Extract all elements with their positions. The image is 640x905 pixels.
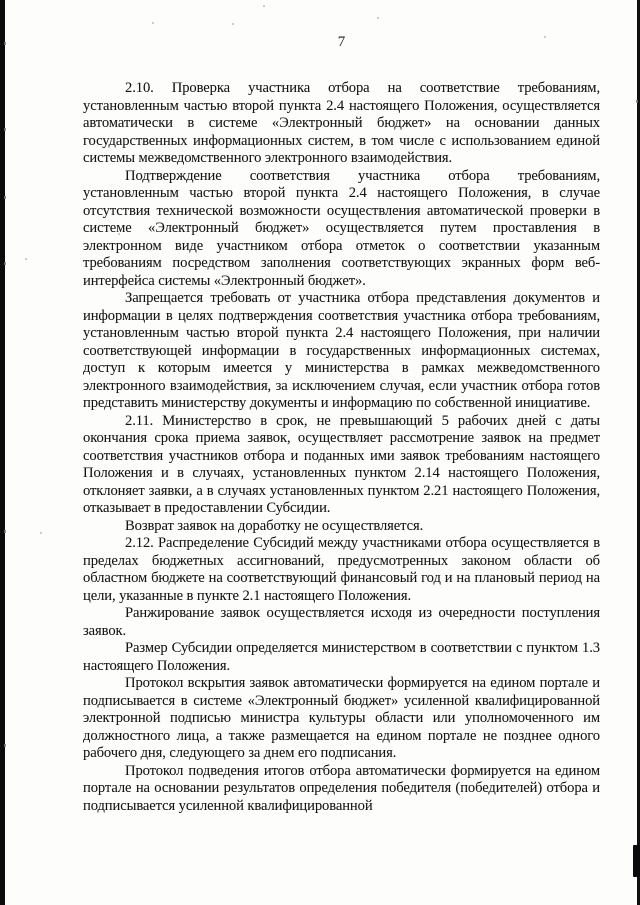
document-paragraph: Протокол подведения итогов отбора автоматически формируется на едином портале на основании результатов определения победителя (победителей) отбора и подписывается усиленной квалифицированной xyxy=(83,762,600,814)
scan-noise xyxy=(4,262,6,265)
scan-speck xyxy=(377,17,379,19)
document-paragraph: 2.11. Министерство в срок, не превышающий 5 рабочих дней с даты окончания срока приема заявок, осуществляет рассмотрение заявок на предмет соответствия участников отбора и поданных ими заявок требованиям настоящего Положения и в случаях, установленных пунктом 2.14 настоящего Положения, отклоняет заявки, а в случаях установленных пунктом 2.21 настоящего Положения, отказывает в предоставлении Субсидии. xyxy=(83,412,600,516)
document-paragraph: Протокол вскрытия заявок автоматически формируется на едином портале и подписывается в системе «Электронный бюджет» усиленной квалифицированной электронной подписью министра культуры области или уполномоченного им должностного лица, а также размещается на едином портале не позднее одного рабочего дня, следующего за днем его подписания. xyxy=(83,675,600,761)
page-number: 7 xyxy=(337,34,346,50)
document-paragraph: Подтверждение соответствия участника отбора требованиям, установленным частью второй пункта 2.4 настоящего Положения, в случае отсутствия технической возможности осуществления автоматической проверки в системе «Электронный бюджет» осуществляется путем проставления в электронном виде участником отбора отметок о соответствии указанным требованиям посредством заполнения соответствующих экранных форм веб-интерфейса системы «Электронный бюджет». xyxy=(83,167,600,289)
document-body xyxy=(83,80,600,815)
scan-noise xyxy=(4,42,6,45)
scan-speck xyxy=(263,5,265,7)
document-paragraph: Запрещается требовать от участника отбора представления документов и информации в целях подтверждения соответствия участника отбора требованиям, установленным частью второй пункта 2.4 настоящего Положения, при наличии соответствующей информации в государственных информационных системах, доступ к которым имеется у министерства в рамках межведомственного электронного взаимодействия, за исключением случая, если участник отбора готов представить министерству документы и информацию по собственной инициативе. xyxy=(83,290,600,411)
scan-noise xyxy=(4,744,6,747)
scan-speck xyxy=(40,532,42,534)
scan-speck xyxy=(232,23,234,25)
document-paragraph: Ранжирование заявок осуществляется исходя из очередности поступления заявок. xyxy=(83,605,600,639)
scan-speck xyxy=(152,22,154,24)
document-paragraph: Возврат заявок на доработку не осуществляется. xyxy=(125,517,424,534)
scan-edge-blob xyxy=(633,845,640,877)
scan-speck xyxy=(25,258,27,260)
document-paragraph: 2.12. Распределение Субсидий между участниками отбора осуществляется в пределах бюджетных ассигнований, предусмотренных законом области об областном бюджете на соответствующий финансовый год и на плановый период на цели, указанные в пункте 2.1 настоящего Положения. xyxy=(83,535,600,604)
document-paragraph: Размер Субсидии определяется министерством в соответствии с пунктом 1.3 настоящего Положения. xyxy=(83,640,600,674)
scan-noise xyxy=(636,100,638,103)
scan-noise xyxy=(4,196,6,199)
document-paragraph: 2.10. Проверка участника отбора на соответствие требованиям, установленным частью второй пункта 2.4 настоящего Положения, осуществляется автоматически в системе «Электронный бюджет» на основании данных государственных информационных систем, в том числе с использованием единой системы межведомственного электронного взаимодействия. xyxy=(83,80,600,166)
scan-noise xyxy=(4,128,6,131)
scan-edge-bar-left xyxy=(0,0,5,905)
scan-noise xyxy=(4,530,6,533)
